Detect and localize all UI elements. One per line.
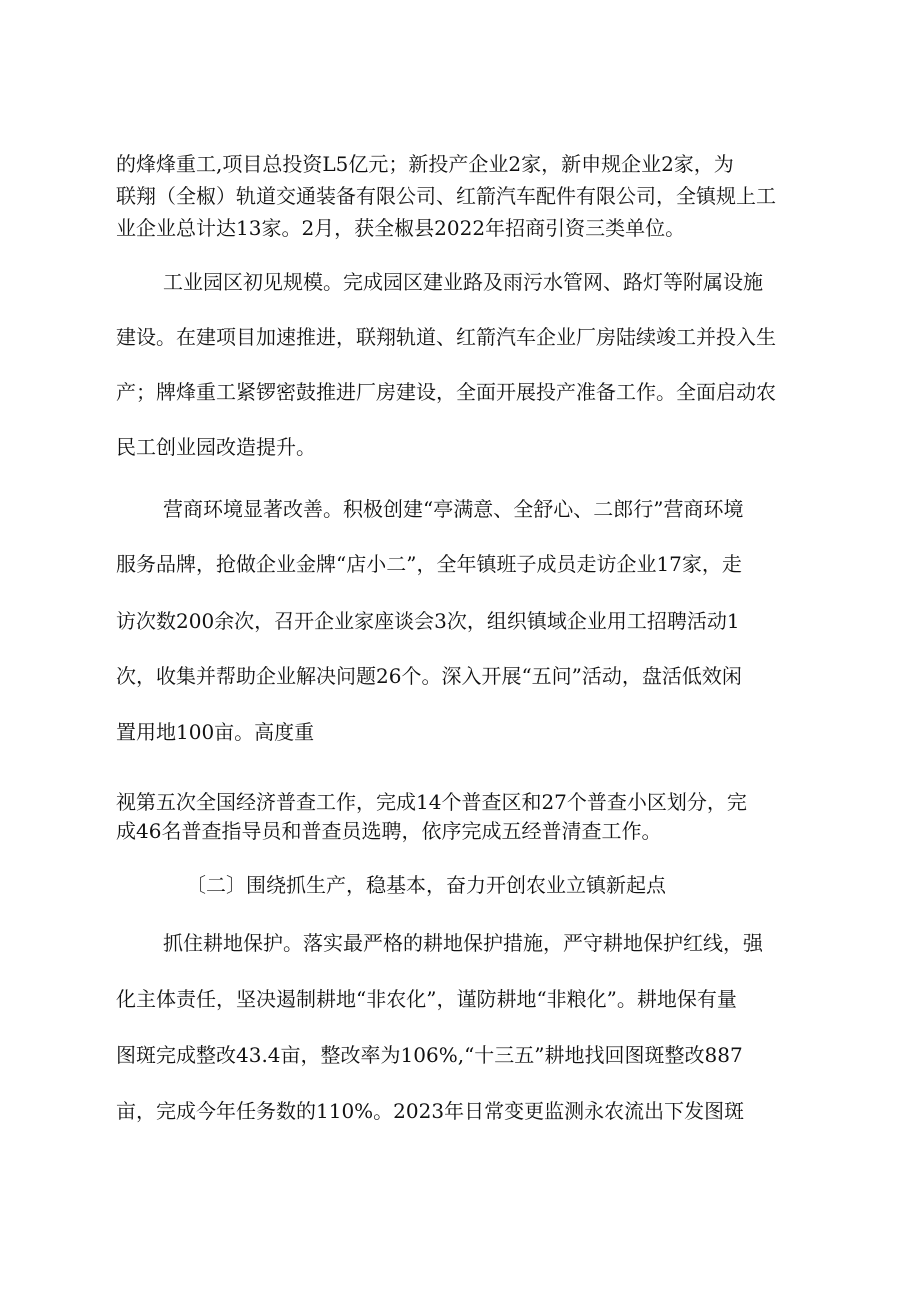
text-line: 营商环境显著改善。积极创建“亭满意、全舒心、二郎行”营商环境 (163, 497, 744, 521)
text-line: 业企业总计达13家。2月，获全椒县2022年招商引资三类单位。 (116, 216, 686, 240)
text-line: 图斑完成整改43.4亩，整改率为106%,“十三五”耕地找回图斑整改887 (116, 1043, 743, 1067)
text-line: 访次数200余次，召开企业家座谈会3次，组织镇域企业用工招聘活动1 (116, 609, 740, 633)
text-line: 视第五次全国经济普查工作，完成14个普查区和27个普查小区划分，完 (116, 790, 747, 814)
text-line: 次，收集并帮助企业解决问题26个。深入开展“五问”活动，盘活低效闲 (116, 664, 742, 688)
text-line: 置用地100亩。高度重 (116, 720, 315, 744)
text-line: 成46名普查指导员和普查员选聘，依序完成五经普清查工作。 (116, 819, 662, 843)
text-line: 的烽烽重工,项目总投资L5亿元；新投产企业2家，新申规企业2家，为 (116, 152, 734, 176)
text-line: 建设。在建项目加速推进，联翔轨道、红箭汽车企业厂房陆续竣工并投入生 (116, 325, 776, 349)
text-line: 亩，完成今年任务数的110%。2023年日常变更监测永农流出下发图斑 (116, 1099, 745, 1123)
text-line: 服务品牌，抢做企业金牌“店小二”，全年镇班子成员走访企业17家，走 (116, 552, 742, 576)
section-heading: 〔二〕围绕抓生产，稳基本，奋力开创农业立镇新起点 (186, 873, 666, 897)
text-line: 化主体责任，坚决遏制耕地“非农化”，谨防耕地“非粮化”。耕地保有量 (116, 987, 737, 1011)
text-line: 工业园区初见规模。完成园区建业路及雨污水管网、路灯等附属设施 (163, 270, 763, 294)
text-line: 抓住耕地保护。落实最严格的耕地保护措施，严守耕地保护红线，强 (163, 931, 763, 955)
text-line: 联翔（全椒）轨道交通装备有限公司、红箭汽车配件有限公司，全镇规上工 (116, 184, 776, 208)
text-line: 产；牌烽重工紧锣密鼓推进厂房建设，全面开展投产准备工作。全面启动农 (116, 380, 776, 404)
text-line: 民工创业园改造提升。 (116, 435, 316, 459)
